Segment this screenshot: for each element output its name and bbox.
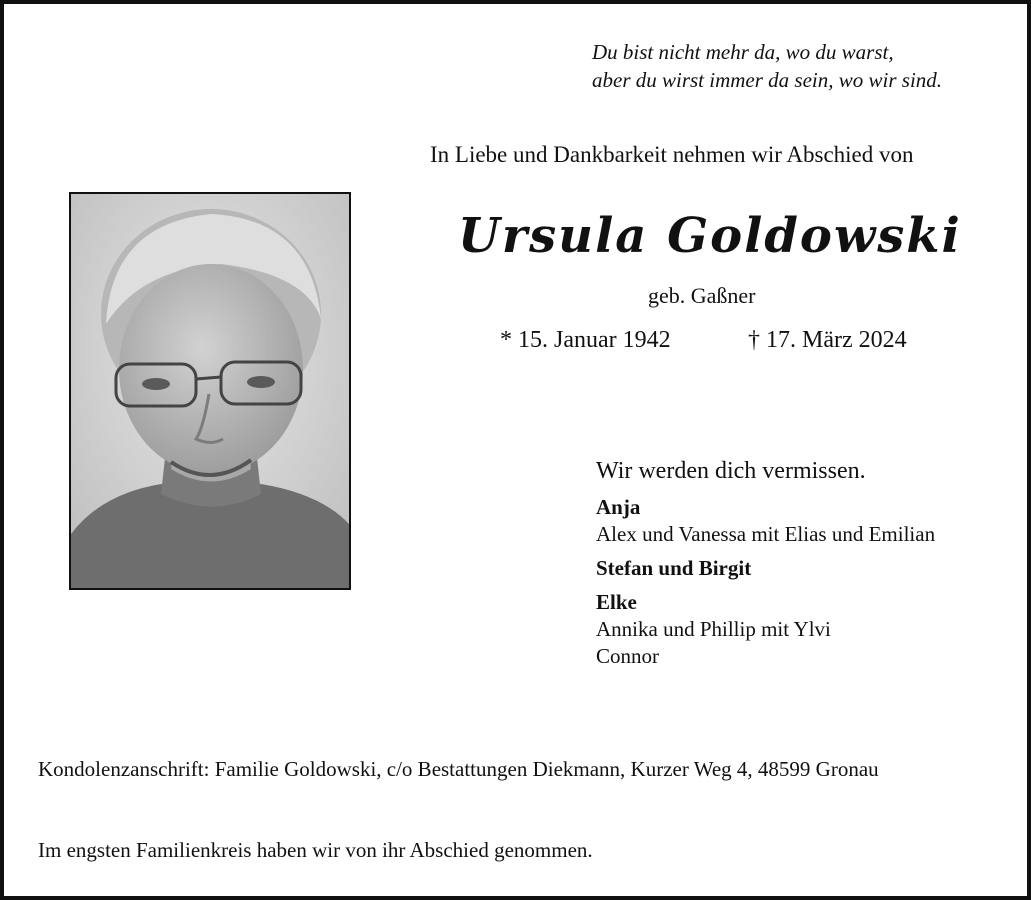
maiden-name: geb. Gaßner [648, 283, 756, 308]
intro-text: In Liebe und Dankbarkeit nehmen wir Abschied von [430, 142, 914, 167]
mourner-line: Annika und Phillip mit Ylvi [596, 617, 831, 641]
birth-date: * 15. Januar 1942 [500, 327, 671, 353]
mourner-group [596, 493, 935, 548]
quote-line-2: aber du wirst immer da sein, wo wir sind. [592, 68, 943, 92]
mourner-group-head: Anja [596, 495, 641, 519]
mourner-group [596, 588, 935, 670]
quote-line-1: Du bist nicht mehr da, wo du warst, [592, 40, 894, 64]
mourners-heading: Wir werden dich vermissen. [596, 458, 866, 484]
mourner-line: Alex und Vanessa mit Elias und Emilian [596, 522, 936, 546]
mourner-group [596, 554, 935, 582]
death-date: † 17. März 2024 [748, 327, 907, 353]
condolence-address: Kondolenzanschrift: Familie Goldowski, c/o Bestattungen Diekmann, Kurzer Weg 4, 48599 Gronau [38, 757, 879, 781]
deceased-name: Ursula Goldowski [458, 208, 962, 264]
memorial-quote [592, 38, 942, 94]
closing-note: Im engsten Familienkreis haben wir von ihr Abschied genommen. [38, 838, 593, 862]
mourner-group-head: Elke [596, 590, 637, 614]
mourner-line: Connor [596, 644, 659, 668]
mourners-list [596, 458, 935, 676]
portrait-photo [69, 192, 351, 590]
mourner-group-head: Stefan und Birgit [596, 556, 752, 580]
